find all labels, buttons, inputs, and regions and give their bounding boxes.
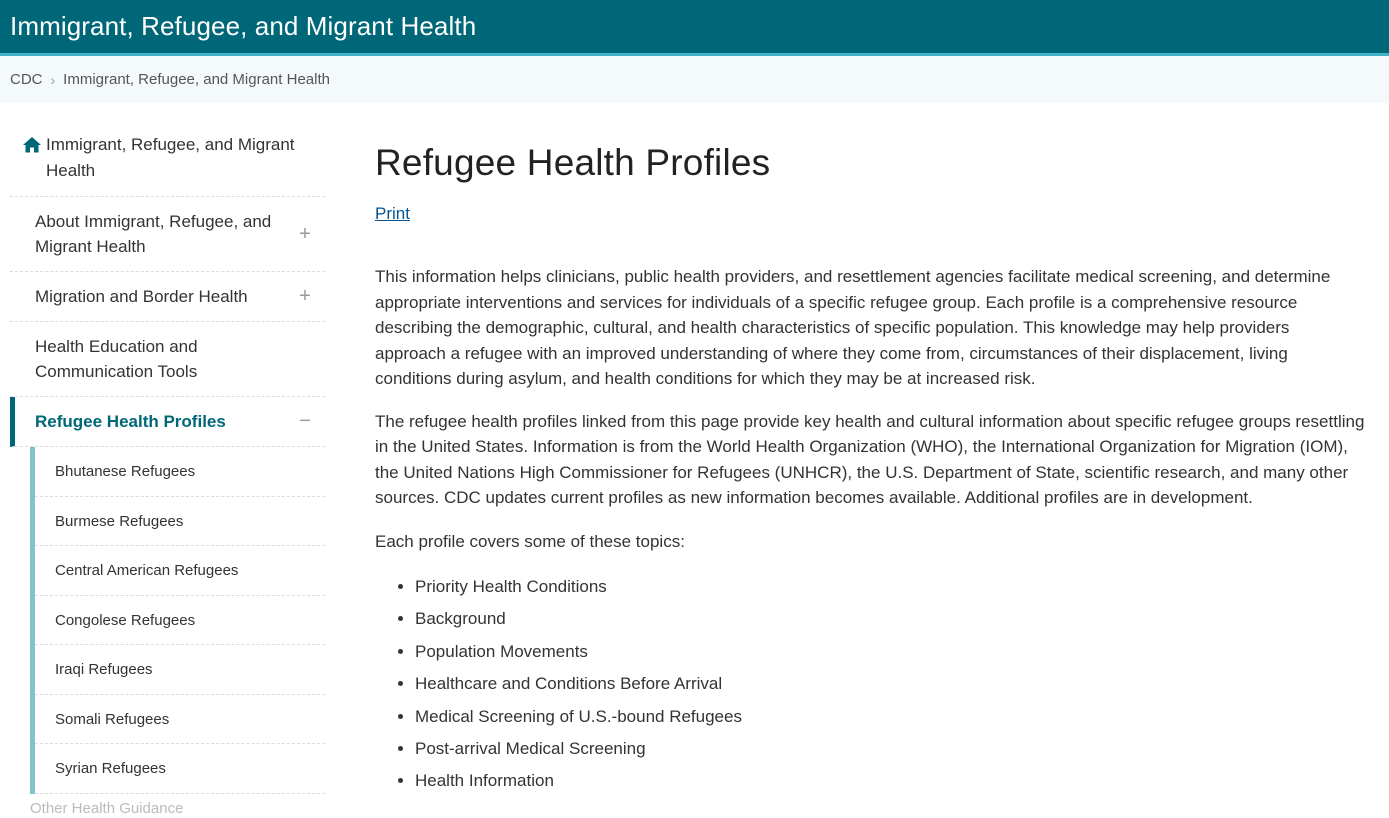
list-item: • Healthcare and Conditions Before Arrival	[415, 668, 1365, 700]
list-item: • Health Information	[415, 765, 1365, 797]
topics-list	[375, 571, 1365, 798]
sidebar-subitem-iraqi[interactable]: Iraqi Refugees	[35, 645, 325, 695]
topics-intro: Each profile covers some of these topics:	[375, 531, 685, 551]
sidebar-subitem-syrian[interactable]: Syrian Refugees	[35, 744, 325, 794]
sidebar-item-refugee-health-profiles[interactable]	[10, 397, 325, 447]
sidebar-item-label: About Immigrant, Refugee, and Migrant Health	[35, 212, 272, 256]
main-content	[375, 141, 1365, 798]
intro-paragraph: This information helps clinicians, public health providers, and resettlement agencies facilitate medical screening, and determine appropriate interventions and services for individuals of a specific refugee group. Each profile is a comprehensive resource describing the demographic, cultural, and health characteristics of specific population. This knowledge may help providers approach a refugee with an improved understanding of where they come from, circumstances of their displacement, living conditions during asylum, and health conditions for which they may be at increased risk.	[375, 267, 1331, 388]
sidebar-home-label: Immigrant, Refugee, and Migrant Health	[46, 135, 295, 180]
sidebar-item-health-education[interactable]	[10, 322, 325, 397]
breadcrumb-cdc[interactable]: CDC	[10, 71, 43, 88]
sidebar-subitem-congolese[interactable]: Congolese Refugees	[35, 596, 325, 646]
sidebar-subitem-central-american[interactable]: Central American Refugees	[35, 546, 325, 596]
sidebar-item-about[interactable]	[10, 197, 325, 272]
site-header	[0, 0, 1389, 56]
minus-icon[interactable]: −	[299, 410, 311, 432]
sidebar-home-link[interactable]	[10, 127, 325, 197]
page-layout	[0, 103, 1389, 818]
list-item: • Priority Health Conditions	[415, 571, 1365, 603]
sidebar-item-migration-border-health[interactable]	[10, 272, 325, 322]
breadcrumb	[0, 56, 1389, 103]
sources-paragraph: The refugee health profiles linked from this page provide key health and cultural information about specific refugee groups resettling in the United States. Information is from the World Health Organization (WHO), the International Organization for Migration (IOM), the United Nations High Commissioner for Refugees (UNHCR), the U.S. Department of State, scientific research, and many other sources. CDC updates current profiles as new information becomes available. Additional profiles are in development.	[375, 411, 1365, 507]
site-title[interactable]: Immigrant, Refugee, and Migrant Health	[10, 11, 477, 41]
sidebar-subitem-bhutanese[interactable]: Bhutanese Refugees	[35, 447, 325, 497]
home-icon	[22, 135, 42, 155]
sidebar-sub-list	[30, 447, 325, 794]
sidebar-item-label: Health Education and Communication Tools	[35, 337, 198, 381]
list-item: • Medical Screening of U.S.-bound Refugees	[415, 701, 1365, 733]
chevron-right-icon: ›	[50, 71, 56, 88]
sidebar-subitem-burmese[interactable]: Burmese Refugees	[35, 497, 325, 547]
sidebar-item-label: Refugee Health Profiles	[35, 412, 226, 431]
breadcrumb-current[interactable]: Immigrant, Refugee, and Migrant Health	[63, 71, 330, 88]
plus-icon[interactable]: +	[299, 222, 311, 245]
sidebar-item-label: Migration and Border Health	[35, 287, 248, 306]
print-link[interactable]: Print	[375, 204, 410, 223]
page-title: Refugee Health Profiles	[375, 142, 771, 183]
sidebar-item-partial[interactable]: Other Health Guidance	[30, 799, 184, 814]
list-item: • Population Movements	[415, 636, 1365, 668]
sidebar-nav	[10, 127, 325, 814]
list-item: • Background	[415, 603, 1365, 635]
sidebar-subitem-somali[interactable]: Somali Refugees	[35, 695, 325, 745]
plus-icon[interactable]: +	[299, 285, 311, 307]
list-item: • Post-arrival Medical Screening	[415, 733, 1365, 765]
